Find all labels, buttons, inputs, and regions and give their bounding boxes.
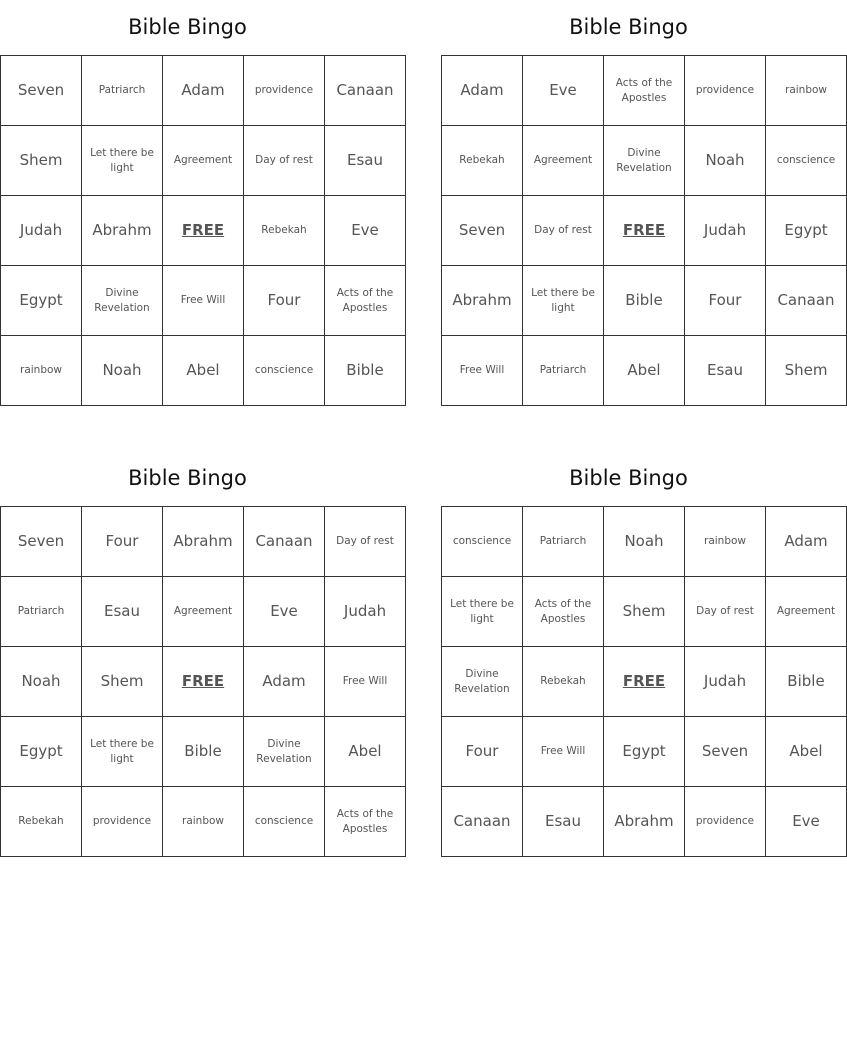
bingo-row: [1, 336, 406, 406]
bingo-grid: [441, 55, 847, 406]
bingo-cell: Esau: [523, 787, 604, 857]
bingo-cell: Canaan: [442, 787, 523, 857]
bingo-card-1: [0, 0, 394, 406]
bingo-cell: Adam: [766, 507, 847, 577]
bingo-cell: Seven: [1, 507, 82, 577]
bingo-cell: Noah: [1, 647, 82, 717]
bingo-cell: Rebekah: [244, 196, 325, 266]
bingo-cell: Patriarch: [1, 577, 82, 647]
bingo-cell: Egypt: [604, 717, 685, 787]
bingo-row: [442, 717, 847, 787]
bingo-row: [442, 647, 847, 717]
bingo-cell: Egypt: [766, 196, 847, 266]
bingo-cell: Agreement: [523, 126, 604, 196]
bingo-cell: Bible: [163, 717, 244, 787]
bingo-cell: Agreement: [766, 577, 847, 647]
bingo-card-4: [441, 451, 836, 857]
bingo-cell: Patriarch: [523, 336, 604, 406]
bingo-cell: Seven: [1, 56, 82, 126]
bingo-cell: Bible: [325, 336, 406, 406]
bingo-row: [1, 507, 406, 577]
bingo-grid: [0, 55, 406, 406]
bingo-row: [442, 266, 847, 336]
bingo-cell: Patriarch: [523, 507, 604, 577]
bingo-cell: Four: [685, 266, 766, 336]
bingo-cell: Adam: [442, 56, 523, 126]
bingo-row: [1, 787, 406, 857]
card-title: Bible Bingo: [569, 15, 688, 39]
bingo-card-2: [441, 0, 836, 406]
bingo-row: [442, 787, 847, 857]
bingo-cell: Canaan: [766, 266, 847, 336]
bingo-cell: Divine Revelation: [82, 266, 163, 336]
bingo-cell: conscience: [766, 126, 847, 196]
bingo-cell: Eve: [523, 56, 604, 126]
bingo-cell: Four: [82, 507, 163, 577]
bingo-cell: Day of rest: [523, 196, 604, 266]
card-title: Bible Bingo: [569, 466, 688, 490]
bingo-cell: Seven: [685, 717, 766, 787]
bingo-cell: Bible: [604, 266, 685, 336]
bingo-grid: [441, 506, 847, 857]
bingo-card-3: [0, 451, 394, 857]
free-space: FREE: [604, 196, 685, 266]
bingo-cell: Esau: [685, 336, 766, 406]
bingo-cell: Adam: [163, 56, 244, 126]
bingo-row: [442, 336, 847, 406]
bingo-cell: Shem: [766, 336, 847, 406]
bingo-cell: Divine Revelation: [442, 647, 523, 717]
bingo-cell: Day of rest: [325, 507, 406, 577]
bingo-cell: Rebekah: [442, 126, 523, 196]
bingo-cell: rainbow: [766, 56, 847, 126]
bingo-cell: Abel: [766, 717, 847, 787]
bingo-cell: Egypt: [1, 717, 82, 787]
bingo-cell: Abrahm: [604, 787, 685, 857]
bingo-row: [442, 507, 847, 577]
bingo-row: [442, 577, 847, 647]
bingo-row: [1, 266, 406, 336]
bingo-cell: Judah: [1, 196, 82, 266]
bingo-cell: conscience: [244, 787, 325, 857]
bingo-cell: Shem: [604, 577, 685, 647]
bingo-row: [1, 196, 406, 266]
bingo-cell: Abrahm: [163, 507, 244, 577]
bingo-cell: Judah: [685, 647, 766, 717]
bingo-cell: Esau: [82, 577, 163, 647]
bingo-cell: Rebekah: [1, 787, 82, 857]
bingo-cell: Divine Revelation: [604, 126, 685, 196]
bingo-cell: Judah: [685, 196, 766, 266]
bingo-cell: Egypt: [1, 266, 82, 336]
bingo-cell: Seven: [442, 196, 523, 266]
bingo-cell: Free Will: [442, 336, 523, 406]
bingo-cell: Noah: [604, 507, 685, 577]
bingo-cell: Judah: [325, 577, 406, 647]
bingo-cell: Esau: [325, 126, 406, 196]
bingo-row: [442, 56, 847, 126]
bingo-cell: Agreement: [163, 126, 244, 196]
bingo-cell: conscience: [442, 507, 523, 577]
bingo-row: [1, 717, 406, 787]
bingo-cell: Acts of the Apostles: [604, 56, 685, 126]
bingo-cell: Eve: [244, 577, 325, 647]
bingo-cell: Let there be light: [523, 266, 604, 336]
bingo-cell: Free Will: [325, 647, 406, 717]
bingo-cell: Abel: [325, 717, 406, 787]
bingo-row: [1, 647, 406, 717]
bingo-cell: Shem: [82, 647, 163, 717]
bingo-cell: Abel: [604, 336, 685, 406]
bingo-cell: Let there be light: [442, 577, 523, 647]
bingo-cell: Let there be light: [82, 126, 163, 196]
bingo-cell: Adam: [244, 647, 325, 717]
bingo-cell: providence: [244, 56, 325, 126]
bingo-cell: providence: [82, 787, 163, 857]
free-space: FREE: [604, 647, 685, 717]
bingo-cell: Noah: [685, 126, 766, 196]
bingo-cell: Four: [244, 266, 325, 336]
bingo-row: [442, 126, 847, 196]
bingo-cell: Abrahm: [82, 196, 163, 266]
bingo-row: [1, 56, 406, 126]
bingo-cell: Let there be light: [82, 717, 163, 787]
bingo-cell: Abel: [163, 336, 244, 406]
bingo-cell: Acts of the Apostles: [325, 787, 406, 857]
bingo-cell: Four: [442, 717, 523, 787]
bingo-cell: Day of rest: [244, 126, 325, 196]
card-title: Bible Bingo: [128, 466, 247, 490]
card-title: Bible Bingo: [128, 15, 247, 39]
bingo-cell: Free Will: [163, 266, 244, 336]
bingo-row: [1, 126, 406, 196]
bingo-cell: Eve: [325, 196, 406, 266]
bingo-cell: Bible: [766, 647, 847, 717]
bingo-cell: providence: [685, 56, 766, 126]
bingo-cell: Divine Revelation: [244, 717, 325, 787]
bingo-cell: Agreement: [163, 577, 244, 647]
bingo-cell: Acts of the Apostles: [523, 577, 604, 647]
bingo-cell: Canaan: [244, 507, 325, 577]
free-space: FREE: [163, 196, 244, 266]
bingo-grid: [0, 506, 406, 857]
bingo-cell: Canaan: [325, 56, 406, 126]
bingo-cell: Rebekah: [523, 647, 604, 717]
bingo-cell: rainbow: [163, 787, 244, 857]
bingo-cell: rainbow: [1, 336, 82, 406]
bingo-cell: Abrahm: [442, 266, 523, 336]
bingo-cell: Noah: [82, 336, 163, 406]
bingo-cell: Day of rest: [685, 577, 766, 647]
bingo-cell: providence: [685, 787, 766, 857]
bingo-cell: conscience: [244, 336, 325, 406]
bingo-cell: Free Will: [523, 717, 604, 787]
bingo-cell: rainbow: [685, 507, 766, 577]
bingo-row: [442, 196, 847, 266]
bingo-cell: Eve: [766, 787, 847, 857]
bingo-cell: Shem: [1, 126, 82, 196]
bingo-cell: Acts of the Apostles: [325, 266, 406, 336]
free-space: FREE: [163, 647, 244, 717]
bingo-cell: Patriarch: [82, 56, 163, 126]
bingo-row: [1, 577, 406, 647]
